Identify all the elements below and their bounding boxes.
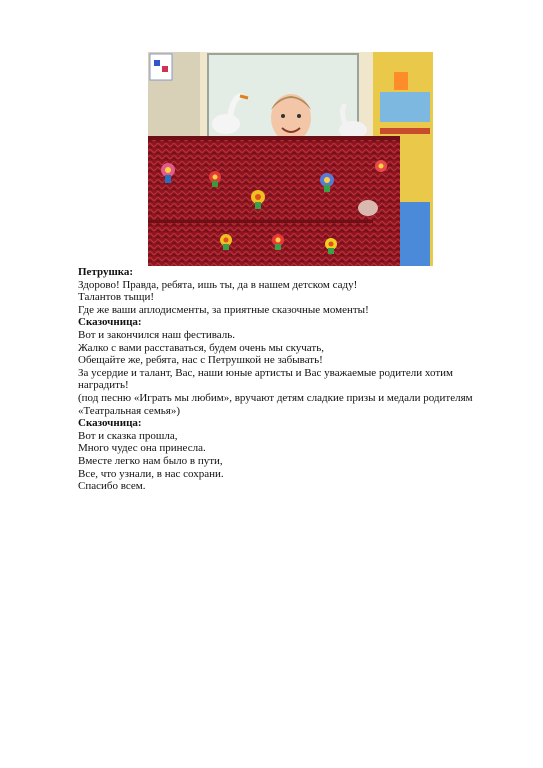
script-line: Где же ваши аплодисменты, за приятные сказочные моменты!: [78, 303, 369, 316]
wall-poster: [150, 54, 172, 80]
script-line: Обещайте же, ребята, нас с Петрушкой не забывать!: [78, 354, 323, 367]
script-line: Вот и сказка прошла,: [78, 429, 178, 442]
script-line: (под песню «Играть мы любим», вручают детям сладкие призы и медали родителям: [78, 391, 473, 404]
toy-bear: [358, 200, 378, 216]
script-line: «Театральная семья»): [78, 404, 181, 417]
script-line: Талантов тыщи!: [78, 291, 155, 304]
theatre-curtain: [148, 136, 400, 266]
photo-puppet-theatre: [148, 52, 433, 266]
script-line: наградить!: [78, 379, 129, 392]
script-line: За усердие и талант, Вас, наши юные артисты и Вас уважаемые родители хотим: [78, 366, 454, 379]
speaker-label: Сказочница:: [78, 316, 142, 329]
script-line: Вместе легко нам было в пути,: [78, 454, 223, 467]
script-line: Много чудес она принесла.: [78, 442, 206, 455]
child-face: [271, 94, 311, 142]
speaker-label: Сказочница:: [78, 417, 142, 430]
script-line: Спасибо всем.: [78, 480, 146, 493]
script-line: Вот и закончился наш фестиваль.: [78, 328, 236, 341]
script-text: [78, 266, 498, 493]
script-line: Все, что узнали, в нас сохрани.: [78, 467, 224, 480]
goose-puppet-left: [212, 114, 240, 134]
speaker-label: Петрушка:: [78, 266, 134, 278]
photo-illustration: [148, 52, 433, 266]
script-line: Жалко с вами расставаться, будем очень мы скучать,: [78, 341, 324, 354]
script-line: Здорово! Правда, ребята, ишь ты, да в нашем детском саду!: [78, 278, 358, 291]
